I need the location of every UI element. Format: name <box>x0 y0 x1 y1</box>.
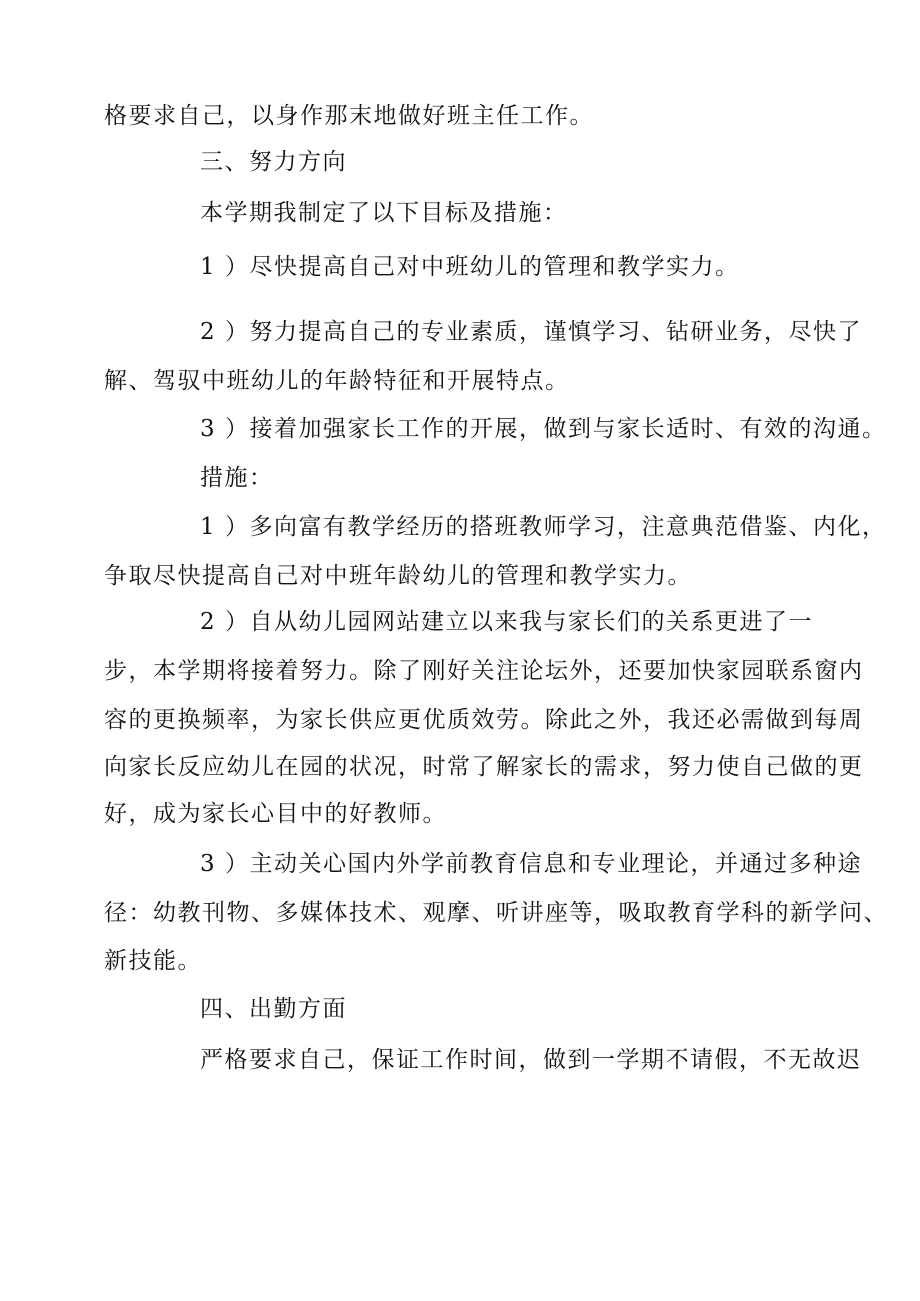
measure-item-2: 2 ）自从幼儿园网站建立以来我与家长们的关系更进了一 <box>200 609 813 635</box>
measure-item-2-cont-2: 容的更换频率，为家长供应更优质效劳。除此之外，我还必需做到每周 <box>104 707 864 733</box>
goal-item-2: 2 ）努力提高自己的专业素质，谨慎学习、钻研业务，尽快了 <box>200 319 862 345</box>
measure-item-1-cont: 争取尽快提高自己对中班年龄幼儿的管理和教学实力。 <box>104 563 692 589</box>
measures-heading: 措施： <box>200 465 274 491</box>
measure-item-2-cont-3: 向家长反应幼儿在园的状况，时常了解家长的需求，努力使自己做的更 <box>104 754 864 780</box>
measure-item-3: 3 ）主动关心国内外学前教育信息和专业理论，并通过多种途 <box>200 851 862 877</box>
goal-item-3: 3 ）接着加强家长工作的开展，做到与家长适时、有效的沟通。 <box>200 416 887 442</box>
measure-item-2-cont-1: 步，本学期将接着努力。除了刚好关注论坛外，还要加快家园联系窗内 <box>104 658 864 684</box>
section-heading-effort: 三、努力方向 <box>200 149 347 175</box>
measure-item-3-cont-1: 径：幼教刊物、多媒体技术、观摩、听讲座等，吸取教育学科的新学问、 <box>104 900 888 926</box>
goal-item-1: 1 ）尽快提高自己对中班幼儿的管理和教学实力。 <box>200 254 740 280</box>
goal-item-2-cont: 解、驾驭中班幼儿的年龄特征和开展特点。 <box>104 368 570 394</box>
text-line-20: 严格要求自己，保证工作时间，做到一学期不请假，不无故迟 <box>200 1047 862 1073</box>
measure-item-1: 1 ）多向富有教学经历的搭班教师学习，注意典范借鉴、内化， <box>200 514 887 540</box>
measure-item-2-cont-4: 好，成为家长心目中的好教师。 <box>104 801 447 827</box>
text-line-01: 格要求自己，以身作那末地做好班主任工作。 <box>104 103 594 129</box>
section-heading-attendance: 四、出勤方面 <box>200 996 347 1022</box>
measure-item-3-cont-2: 新技能。 <box>104 948 202 974</box>
text-line-03: 本学期我制定了以下目标及措施： <box>200 200 568 226</box>
